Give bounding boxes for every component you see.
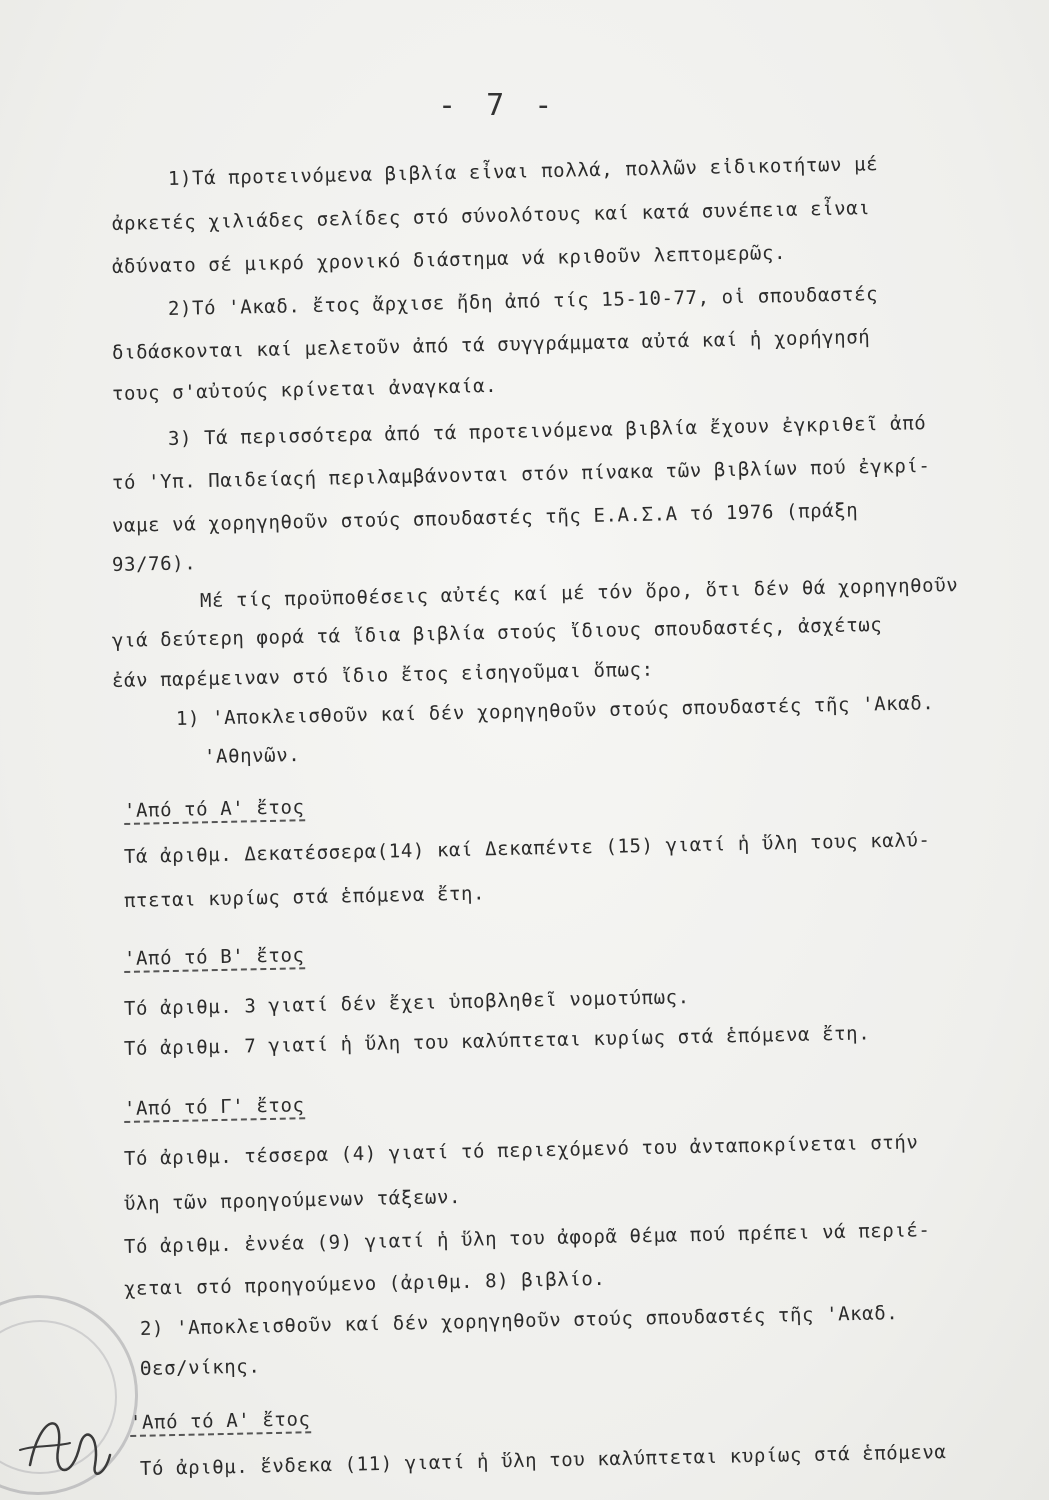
text-line: Μέ τίς προϋποθέσεις αὐτές καί μέ τόν ὅρο, ὅτι δέν θά χορηγηθοῦν <box>199 574 959 612</box>
text-line: Τά ἀριθμ. Δεκατέσσερα(14) καί Δεκαπέντε (15) γιατί ἡ ὕλη τους καλύ- <box>123 829 931 868</box>
text-line: Τό ἀριθμ. 7 γιατί ἡ ὕλη του καλύπτεται κυρίως στά ἑπόμενα ἔτη. <box>123 1022 871 1060</box>
section-heading: 'Από τό Α' ἔτος <box>130 1408 311 1437</box>
signature-mark <box>10 1395 120 1495</box>
text-line: Τό ἀριθμ. τέσσερα (4) γιατί τό περιεχόμενό του ἀνταποκρίνεται στήν <box>123 1131 919 1170</box>
text-line: 1) 'Αποκλεισθοῦν καί δέν χορηγηθοῦν στούς σπουδαστές τῆς 'Ακαδ. <box>175 692 935 730</box>
text-line: 1)Τά προτεινόμενα βιβλία εἶναι πολλά, πολλῶν εἰδικοτήτων μέ <box>167 153 879 190</box>
text-line: γιά δεύτερη φορά τά ἴδια βιβλία στούς ἴδιους σπουδαστές, ἀσχέτως <box>111 613 883 652</box>
text-line: 2)Τό 'Ακαδ. ἔτος ἄρχισε ἤδη ἀπό τίς 15-10-77, οἱ σπουδαστές <box>167 283 879 320</box>
text-line: 93/76). <box>111 552 197 576</box>
text-line: ὕλη τῶν προηγούμενων τάξεων. <box>123 1185 462 1215</box>
text-line: ἀδύνατο σέ μικρό χρονικό διάστημα νά κριθοῦν λεπτομερῶς. <box>111 241 787 278</box>
text-line: 2) 'Αποκλεισθοῦν καί δέν χορηγηθοῦν στούς σπουδαστές τῆς 'Ακαδ. <box>139 1302 899 1340</box>
section-heading: 'Από τό Β' ἔτος <box>124 944 305 973</box>
text-line: διδάσκονται καί μελετοῦν ἀπό τά συγγράμματα αὐτά καί ἡ χορήγησή <box>111 326 871 364</box>
text-line: Τό ἀριθμ. ἐννέα (9) γιατί ἡ ὕλη του ἀφορᾶ θέμα πού πρέπει νά περιέ- <box>123 1219 931 1258</box>
text-line: 3) Τά περισσότερα ἀπό τά προτεινόμενα βιβλία ἔχουν ἐγκριθεῖ ἀπό <box>167 412 927 450</box>
text-line: 'Αθηνῶν. <box>203 743 301 768</box>
text-line: ἐάν παρέμειναν στό ἴδιο ἔτος εἰσηγοῦμαι ὅπως: <box>111 658 654 692</box>
text-line: τό 'Υπ. Παιδείαςή περιλαμβάνονται στόν πίνακα τῶν βιβλίων πού ἐγκρί- <box>111 454 931 494</box>
text-line: Θεσ/νίκης. <box>139 1355 261 1380</box>
text-line: τους σ'αὐτούς κρίνεται ἀναγκαία. <box>111 374 498 405</box>
section-heading: 'Από τό Γ' ἔτος <box>124 1094 305 1123</box>
text-line: ναμε νά χορηγηθοῦν στούς σπουδαστές τῆς Ε.Α.Σ.Α τό 1976 (πράξη <box>111 499 859 537</box>
section-heading: 'Από τό Α' ἔτος <box>124 796 305 825</box>
text-line: ἀρκετές χιλιάδες σελίδες στό σύνολότους καί κατά συνέπεια εἶναι <box>111 197 871 235</box>
page-number: - 7 - <box>438 88 559 123</box>
text-line: Τό ἀριθμ. 3 γιατί δέν ἔχει ὑποβληθεῖ νομοτύπως. <box>123 986 690 1020</box>
text-line: Τό ἀριθμ. ἕνδεκα (11) γιατί ἡ ὕλη του καλύπτεται κυρίως στά ἑπόμενα <box>139 1441 947 1480</box>
text-line: χεται στό προηγούμενο (ἀριθμ. 8) βιβλίο. <box>123 1267 606 1300</box>
text-line: πτεται κυρίως στά ἑπόμενα ἔτη. <box>123 882 486 912</box>
